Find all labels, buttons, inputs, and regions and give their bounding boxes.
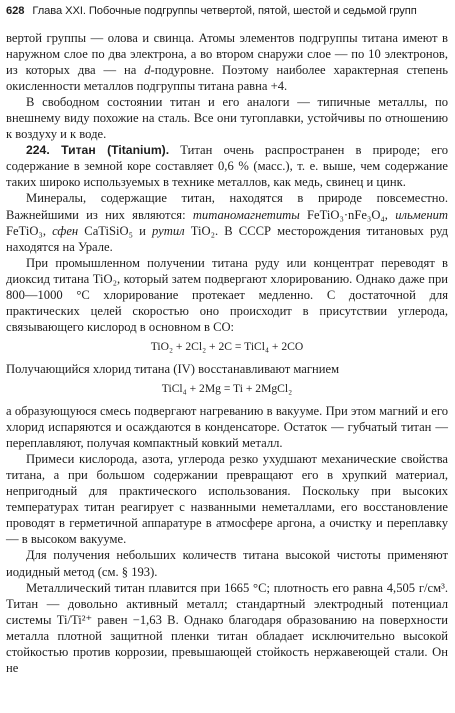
- mineral-name: сфен: [52, 223, 79, 238]
- formula-text: CaTiSiO₅ и: [78, 223, 153, 238]
- paragraph-iodide-method: Для получения небольших количеств титана высокой чистоты применяют иодидный метод (см. § 193).: [6, 548, 448, 579]
- mineral-name: рутил: [152, 223, 185, 238]
- paragraph-electron-structure: [6, 30, 448, 94]
- paragraph-production: При промышленном получении титана руду или концентрат переводят в диоксид титана TiO₂, который затем подвергают хлорированию. Однако даже при 800—1000 °С хлорирование протекает медленно. С достаточной для практических целей скоростью оно происходит в присутствии углерода, связывающего кислород в основном в СО:: [6, 255, 448, 334]
- mineral-name: ильменит: [395, 207, 448, 222]
- paragraph-free-state: В свободном состоянии титан и его аналоги — типичные металлы, по внешнему виду похожие на сталь. Все они тугоплавки, устойчивы по отношению к воздуху и к воде.: [6, 95, 448, 142]
- book-page: [6, 4, 448, 676]
- text: вертой группы — олова и свинца. Атомы элементов подгруппы титана имеют в наружном слое по два электрона, а во втором снаружи слое — по 10 электронов, из которых два — на: [6, 31, 448, 78]
- chapter-title: Глава XXI. Побочные подгруппы четвертой, пятой, шестой и седьмой групп: [32, 5, 417, 17]
- paragraph-impurities: Примеси кислорода, азота, углерода резко ухудшают механические свойства титана, а при большом содержании превращают его в хрупкий материал, непригодный для практического использования. Поскольку при высоких температурах титан реагирует с названными неметаллами, его восстановление проводят в герметичной аппаратуре в атмосфере аргона, а очистку и переплавку — в высоком вакууме.: [6, 452, 448, 547]
- running-header: [6, 4, 448, 19]
- text: Титан очень распространен в природе; его содержание в земной коре составляет 0,6 % (масс.), т. е. выше, чем содержание таких широко используемых в технике металлов, как медь, свинец и цинк.: [6, 143, 449, 190]
- formula-text: FeTiO₃,: [6, 223, 53, 238]
- equation-chlorination: TiO₂ + 2Cl₂ + 2C = TiCl₄ + 2CO: [150, 339, 304, 353]
- paragraph-vacuum-heating: а образующуюся смесь подвергают нагреванию в вакууме. При этом магний и его хлорид испаряются и осаждаются в конденсаторе. Остаток — губчатый титан — переплавляют, получая компактный ковкий металл.: [6, 404, 448, 451]
- paragraph-minerals: [6, 190, 448, 254]
- paragraph-reduction: Получающийся хлорид титана (IV) восстанавливают магнием: [6, 361, 340, 376]
- text: Минералы, содержащие титан, находятся в природе повсеместно. Важнейшими из них являются:: [6, 191, 448, 222]
- equation-magnesium-reduction: TiCl₄ + 2Mg = Ti + 2MgCl₂: [161, 381, 293, 395]
- paragraph-properties: Металлический титан плавится при 1665 °С; плотность его равна 4,505 г/см³. Титан — довольно активный металл; стандартный электродный потенциал системы Ti/Ti²⁺ равен −1,63 В. Однако благодаря образованию на поверхности металла плотной защитной пленки титан обладает исключительно высокой стойкостью против коррозии, превышающей стойкость нержавеющей стали. Он не: [6, 580, 448, 675]
- mineral-name: титаномагнетиты: [192, 207, 300, 222]
- section-heading: 224. Титан (Titanium).: [26, 143, 170, 158]
- paragraph-section-224: [6, 142, 448, 190]
- text: -подуровне. Поэтому наиболее характерная степень окисленности металлов подгруппы титана равна +4.: [6, 63, 448, 94]
- page-number: 628: [6, 5, 25, 17]
- formula-text: FeTiO₃·nFe₃O₄,: [299, 207, 396, 222]
- formula-text: TiO₂. В СССР месторождения титановых руд находятся на Урале.: [6, 223, 449, 254]
- d-sublevel-symbol: d: [144, 63, 151, 78]
